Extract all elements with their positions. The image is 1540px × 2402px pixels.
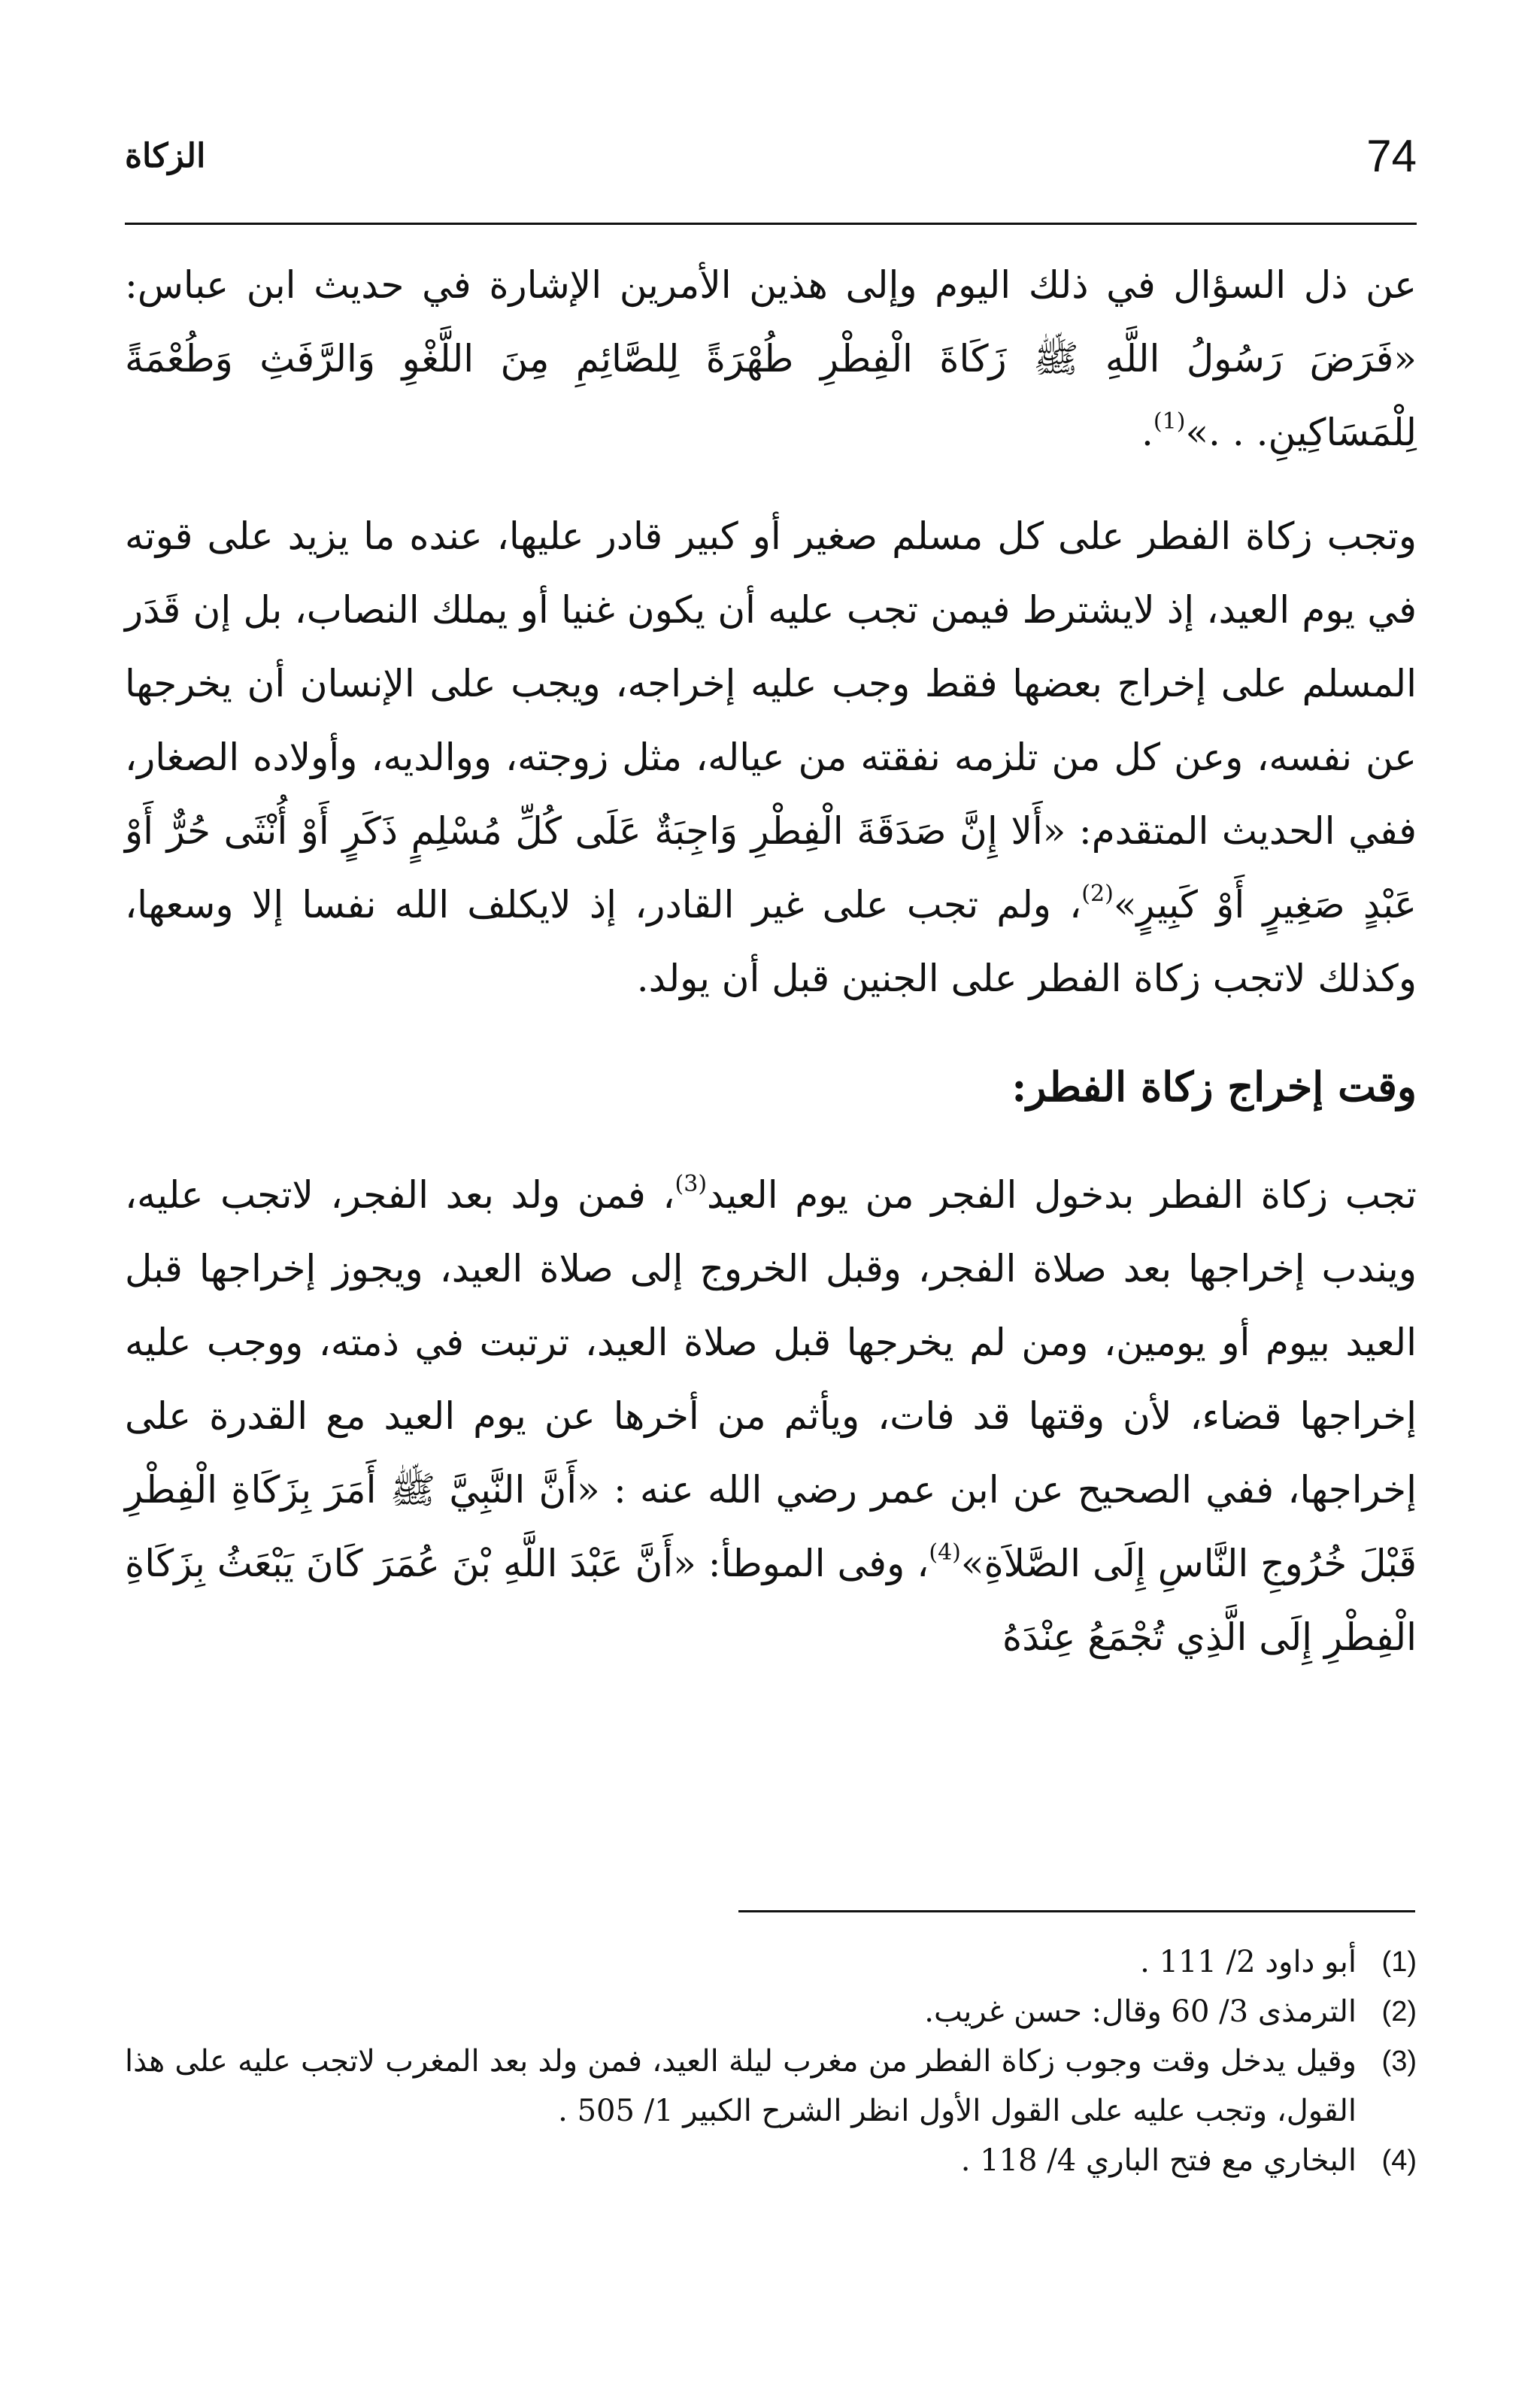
- paragraph-1: [125, 248, 1417, 469]
- footnote-ref-2: (2): [1081, 881, 1114, 907]
- page-number: 74: [1366, 131, 1417, 181]
- paragraph-1-text: عن ذل السؤال في ذلك اليوم وإلى هذين الأمرين الإشارة في حديث ابن عباس: «فَرَضَ رَسُولُ اللَّهِ ﷺ زَكَاةَ الْفِطْرِ طُهْرَةً لِلصَّائِمِ مِنَ اللَّغْوِ وَالرَّفَثِ وَطُعْمَةً لِلْمَسَاكِينِ. . .»: [125, 263, 1417, 454]
- footnote-ref-1: (1): [1153, 408, 1186, 435]
- section-heading: وقت إخراج زكاة الفطر:: [1011, 1063, 1417, 1111]
- footnote-number: (4): [1381, 2145, 1417, 2176]
- footnote-3: [125, 2037, 1417, 2136]
- paragraph-3: [125, 1158, 1417, 1674]
- paragraph-2-text: وتجب زكاة الفطر على كل مسلم صغير أو كبير قادر عليها، عنده ما يزيد على قوته في يوم العيد، إذ لايشترط فيمن تجب عليه أن يكون غنيا أو يملك النصاب، بل إن قَدَر المسلم على إخراج بعضها فقط وجب عليه إخراجه، ويجب على الإنسان أن يخرجها عن نفسه، وعن كل من تلزمه نفقته من عياله، مثل زوجته، ووالديه، وأولاده الصغار، ففي الحديث المتقدم: «أَلا إِنَّ صَدَقَةَ الْفِطْرِ وَاجِبَةٌ عَلَى كُلِّ مُسْلِمٍ ذَكَرٍ أَوْ أُنْثَى حُرٌّ أَوْ عَبْدٍ صَغِيرٍ أَوْ كَبِيرٍ»: [125, 514, 1417, 927]
- footnote-4: [125, 2136, 1417, 2185]
- footnote-2: [125, 1987, 1417, 2037]
- paragraph-3-middle: ، فمن ولد بعد الفجر، لاتجب عليه، ويندب إخراجها بعد صلاة الفجر، وقبل الخروج إلى صلاة العيد، ويجوز إخراجها قبل العيد بيوم أو يومين، ومن لم يخرجها قبل صلاة العيد، ترتبت في ذمته، ووجب عليه إخراجها قضاء، لأن وقتها قد فات، ويأثم من أخرها عن يوم العيد مع القدرة على إخراجها، ففي الصحيح عن ابن عمر رضي الله عنه : «أَنَّ النَّبِيَّ ﷺ أَمَرَ بِزَكَاةِ الْفِطْرِ قَبْلَ خُرُوجِ النَّاسِ إِلَى الصَّلاَةِ»: [125, 1173, 1417, 1585]
- paragraph-2-end: ، ولم تجب على غير القادر، إذ لايكلف الله نفسا إلا وسعها، وكذلك لاتجب زكاة الفطر على الجنين قبل أن يولد.: [125, 883, 1417, 1000]
- footnote-number: (1): [1381, 1946, 1417, 1978]
- footnote-number: (2): [1381, 1996, 1417, 2027]
- paragraph-1-end: .: [1141, 411, 1153, 454]
- header-rule: [125, 223, 1417, 225]
- paragraph-2: [125, 499, 1417, 1015]
- running-title: الزكاة: [125, 137, 206, 175]
- footnote-text: أبو داود 2/ 111 .: [1140, 1945, 1357, 1979]
- footnotes: [125, 1937, 1417, 2185]
- page-header: [125, 126, 1417, 194]
- footnote-ref-4: (4): [929, 1539, 961, 1566]
- footnote-number: (3): [1381, 2046, 1417, 2077]
- footnote-rule: [738, 1910, 1415, 1912]
- footnote-text: البخاري مع فتح الباري 4/ 118 .: [960, 2143, 1357, 2178]
- footnote-text: الترمذى 3/ 60 وقال: حسن غريب.: [924, 1994, 1357, 2029]
- footnote-ref-3: (3): [675, 1171, 708, 1197]
- paragraph-3-end: ، وفى الموطأ: «أَنَّ عَبْدَ اللَّهِ بْنَ عُمَرَ كَانَ يَبْعَثُ بِزَكَاةِ الْفِطْرِ إِلَى الَّذِي تُجْمَعُ عِنْدَهُ: [125, 1542, 1417, 1659]
- footnote-1: [125, 1937, 1417, 1987]
- paragraph-3-text: تجب زكاة الفطر بدخول الفجر من يوم العيد: [707, 1173, 1417, 1217]
- main-text: [125, 248, 1417, 1674]
- footnote-text: وقيل يدخل وقت وجوب زكاة الفطر من مغرب ليلة العيد، فمن ولد بعد المغرب لاتجب عليه على هذا القول، وتجب عليه على القول الأول انظر الشرح الكبير 1/ 505 .: [125, 2044, 1357, 2128]
